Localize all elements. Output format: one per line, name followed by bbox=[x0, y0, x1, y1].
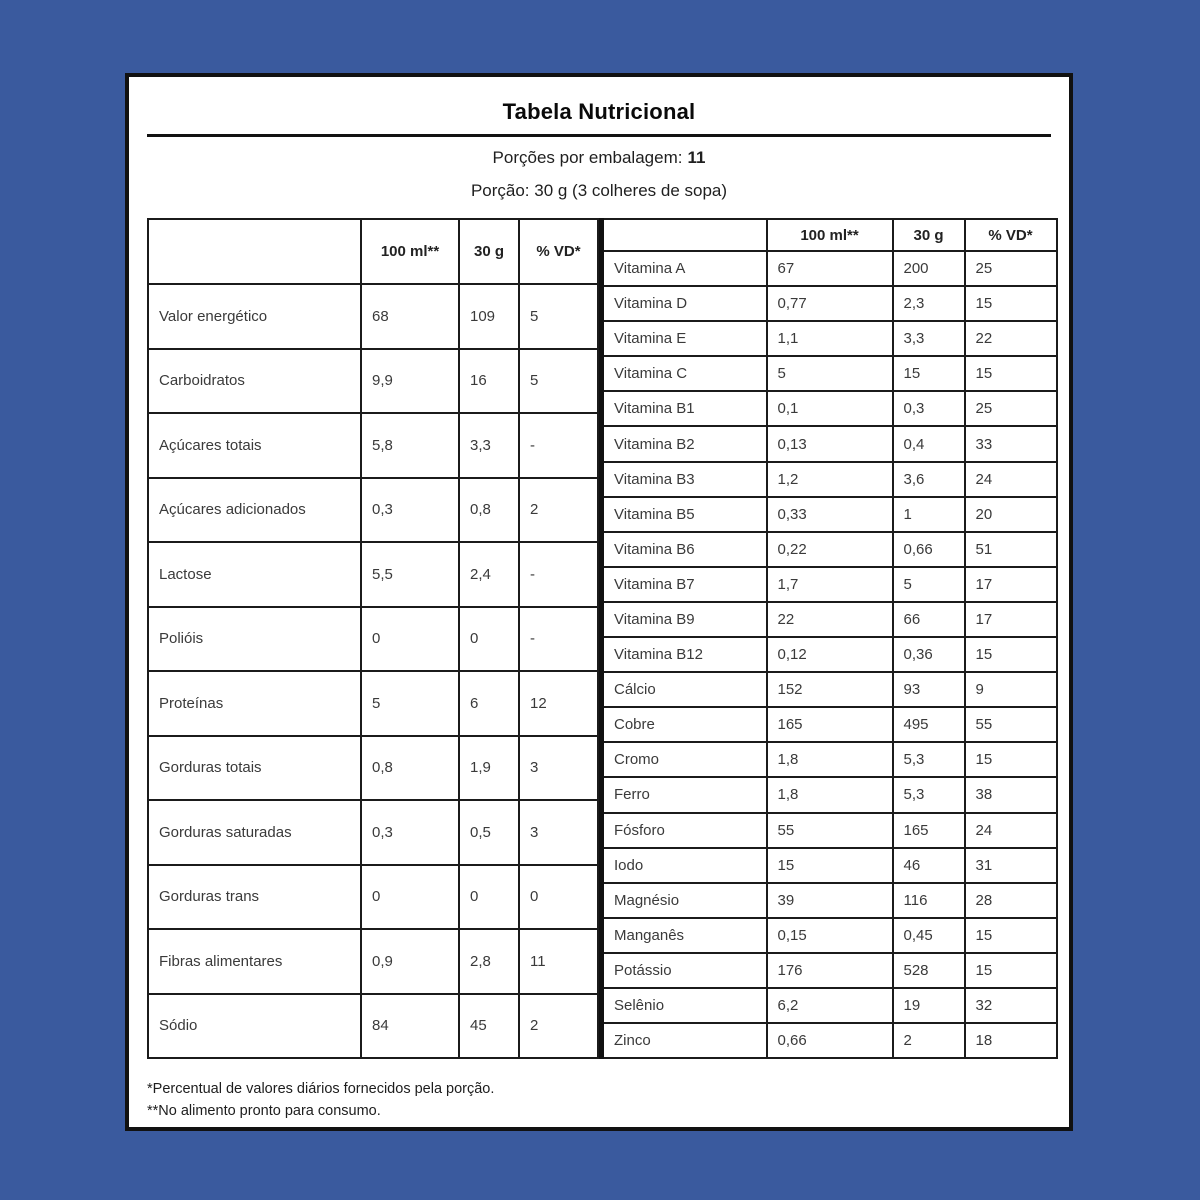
table-row bbox=[148, 607, 598, 672]
nutrient-value: 0,3 bbox=[361, 800, 459, 865]
nutrient-value: 3 bbox=[519, 800, 598, 865]
servings-label: Porções por embalagem: bbox=[492, 148, 683, 167]
nutrient-value: 0,3 bbox=[361, 478, 459, 543]
nutrient-value: 3,6 bbox=[893, 462, 965, 497]
nutrient-label: Vitamina B7 bbox=[602, 567, 767, 602]
nutrient-value: 2,8 bbox=[459, 929, 519, 994]
nutrient-value: 0,66 bbox=[767, 1023, 893, 1058]
nutrient-value: 31 bbox=[965, 848, 1057, 883]
table-row bbox=[602, 637, 1057, 672]
nutrient-value: 0,3 bbox=[893, 391, 965, 426]
nutrient-value: 46 bbox=[893, 848, 965, 883]
nutrient-value: - bbox=[519, 542, 598, 607]
nutrient-value: 5 bbox=[519, 349, 598, 414]
nutrient-label: Sódio bbox=[148, 994, 361, 1059]
nutrient-label: Carboidratos bbox=[148, 349, 361, 414]
nutrient-value: 0 bbox=[459, 865, 519, 930]
nutrient-value: 6 bbox=[459, 671, 519, 736]
nutrient-value: 0,13 bbox=[767, 426, 893, 461]
nutrient-value: 15 bbox=[965, 742, 1057, 777]
nutrient-value: 68 bbox=[361, 284, 459, 349]
nutrient-value: 16 bbox=[459, 349, 519, 414]
nutrient-value: 5,3 bbox=[893, 742, 965, 777]
nutrient-value: 5 bbox=[767, 356, 893, 391]
nutrient-label: Vitamina B12 bbox=[602, 637, 767, 672]
table-row bbox=[148, 994, 598, 1059]
nutrient-value: 165 bbox=[893, 813, 965, 848]
table-row bbox=[148, 542, 598, 607]
table-row bbox=[148, 349, 598, 414]
nutrient-label: Zinco bbox=[602, 1023, 767, 1058]
table-row bbox=[148, 413, 598, 478]
nutrient-value: - bbox=[519, 413, 598, 478]
nutrient-value: 0,45 bbox=[893, 918, 965, 953]
nutrient-value: 51 bbox=[965, 532, 1057, 567]
nutrient-value: 0,22 bbox=[767, 532, 893, 567]
nutrient-label: Vitamina B5 bbox=[602, 497, 767, 532]
nutrient-label: Açúcares totais bbox=[148, 413, 361, 478]
table-row bbox=[602, 532, 1057, 567]
title-divider bbox=[147, 134, 1051, 137]
table-row bbox=[602, 883, 1057, 918]
nutrient-value: 19 bbox=[893, 988, 965, 1023]
nutrient-value: 2 bbox=[893, 1023, 965, 1058]
nutrient-value: 116 bbox=[893, 883, 965, 918]
nutrient-label: Ferro bbox=[602, 777, 767, 812]
table-row bbox=[602, 321, 1057, 356]
nutrient-value: 55 bbox=[965, 707, 1057, 742]
nutrient-value: 28 bbox=[965, 883, 1057, 918]
nutrient-label: Vitamina B3 bbox=[602, 462, 767, 497]
column-header: 100 ml** bbox=[361, 219, 459, 284]
nutrient-value: 528 bbox=[893, 953, 965, 988]
table-row bbox=[602, 707, 1057, 742]
nutrition-facts-card bbox=[125, 73, 1073, 1131]
vitamins-minerals-table bbox=[599, 218, 1058, 1059]
nutrient-label: Vitamina D bbox=[602, 286, 767, 321]
table-row bbox=[602, 602, 1057, 637]
nutrient-label: Manganês bbox=[602, 918, 767, 953]
table-row bbox=[148, 478, 598, 543]
nutrient-value: 152 bbox=[767, 672, 893, 707]
nutrient-value: 22 bbox=[965, 321, 1057, 356]
nutrient-value: 0 bbox=[361, 607, 459, 672]
table-row bbox=[602, 356, 1057, 391]
nutrient-label: Vitamina B6 bbox=[602, 532, 767, 567]
table-row bbox=[148, 284, 598, 349]
empty-header-cell bbox=[602, 219, 767, 251]
nutrient-value: 2 bbox=[519, 994, 598, 1059]
nutrient-value: 1,2 bbox=[767, 462, 893, 497]
nutrient-label: Gorduras trans bbox=[148, 865, 361, 930]
table-row bbox=[602, 286, 1057, 321]
nutrient-value: 1,1 bbox=[767, 321, 893, 356]
footnote-daily-values: *Percentual de valores diários fornecidos pela porção. bbox=[147, 1081, 495, 1097]
nutrient-value: 0,8 bbox=[361, 736, 459, 801]
nutrient-label: Vitamina B2 bbox=[602, 426, 767, 461]
nutrient-label: Cromo bbox=[602, 742, 767, 777]
nutrient-value: 0,36 bbox=[893, 637, 965, 672]
table-row bbox=[148, 671, 598, 736]
nutrient-value: 11 bbox=[519, 929, 598, 994]
nutrient-value: 2,3 bbox=[893, 286, 965, 321]
nutrient-label: Potássio bbox=[602, 953, 767, 988]
table-row bbox=[148, 800, 598, 865]
nutrient-label: Selênio bbox=[602, 988, 767, 1023]
header-row bbox=[148, 219, 598, 284]
nutrient-value: 0,66 bbox=[893, 532, 965, 567]
nutrient-value: 0,8 bbox=[459, 478, 519, 543]
table-row bbox=[602, 672, 1057, 707]
nutrient-value: 165 bbox=[767, 707, 893, 742]
header-row bbox=[602, 219, 1057, 251]
nutrient-label: Vitamina C bbox=[602, 356, 767, 391]
servings-value: 11 bbox=[687, 148, 706, 167]
nutrient-value: 32 bbox=[965, 988, 1057, 1023]
nutrient-value: 15 bbox=[767, 848, 893, 883]
footnote-ready-to-eat: **No alimento pronto para consumo. bbox=[147, 1103, 381, 1119]
nutrient-value: 17 bbox=[965, 602, 1057, 637]
nutrient-value: 5 bbox=[361, 671, 459, 736]
nutrient-label: Cobre bbox=[602, 707, 767, 742]
table-row bbox=[602, 777, 1057, 812]
table-row bbox=[602, 426, 1057, 461]
table-row bbox=[148, 929, 598, 994]
nutrient-value: 2,4 bbox=[459, 542, 519, 607]
tables-container bbox=[147, 218, 1058, 1059]
nutrient-value: 0,1 bbox=[767, 391, 893, 426]
nutrient-value: 176 bbox=[767, 953, 893, 988]
nutrient-value: 1,9 bbox=[459, 736, 519, 801]
nutrient-value: 0 bbox=[519, 865, 598, 930]
nutrient-value: 12 bbox=[519, 671, 598, 736]
column-header: % VD* bbox=[519, 219, 598, 284]
nutrient-value: 17 bbox=[965, 567, 1057, 602]
table-row bbox=[602, 848, 1057, 883]
nutrient-label: Gorduras saturadas bbox=[148, 800, 361, 865]
nutrient-value: 20 bbox=[965, 497, 1057, 532]
nutrient-label: Vitamina B1 bbox=[602, 391, 767, 426]
nutrient-value: 33 bbox=[965, 426, 1057, 461]
table-row bbox=[148, 736, 598, 801]
nutrient-label: Açúcares adicionados bbox=[148, 478, 361, 543]
nutrient-value: 55 bbox=[767, 813, 893, 848]
nutrient-value: 495 bbox=[893, 707, 965, 742]
nutrient-value: 3 bbox=[519, 736, 598, 801]
table-row bbox=[602, 918, 1057, 953]
nutrient-value: 0,12 bbox=[767, 637, 893, 672]
table-row bbox=[148, 865, 598, 930]
nutrient-value: 0 bbox=[361, 865, 459, 930]
nutrient-value: 5 bbox=[519, 284, 598, 349]
nutrient-label: Fósforo bbox=[602, 813, 767, 848]
nutrient-label: Lactose bbox=[148, 542, 361, 607]
nutrient-label: Iodo bbox=[602, 848, 767, 883]
nutrient-value: 109 bbox=[459, 284, 519, 349]
table-row bbox=[602, 988, 1057, 1023]
nutrient-value: 0,15 bbox=[767, 918, 893, 953]
nutrient-value: 93 bbox=[893, 672, 965, 707]
macronutrients-table bbox=[147, 218, 599, 1059]
nutrient-label: Cálcio bbox=[602, 672, 767, 707]
nutrient-value: 0,4 bbox=[893, 426, 965, 461]
nutrient-value: 1 bbox=[893, 497, 965, 532]
nutrient-value: 5,5 bbox=[361, 542, 459, 607]
empty-header-cell bbox=[148, 219, 361, 284]
nutrient-value: 6,2 bbox=[767, 988, 893, 1023]
nutrient-label: Vitamina B9 bbox=[602, 602, 767, 637]
nutrient-value: 9,9 bbox=[361, 349, 459, 414]
nutrient-value: 1,7 bbox=[767, 567, 893, 602]
table-row bbox=[602, 567, 1057, 602]
column-header: 100 ml** bbox=[767, 219, 893, 251]
nutrient-value: 0,77 bbox=[767, 286, 893, 321]
nutrient-value: 0 bbox=[459, 607, 519, 672]
nutrient-value: 15 bbox=[965, 356, 1057, 391]
nutrient-value: 3,3 bbox=[459, 413, 519, 478]
nutrient-value: 0,9 bbox=[361, 929, 459, 994]
nutrient-label: Valor energético bbox=[148, 284, 361, 349]
nutrient-value: 3,3 bbox=[893, 321, 965, 356]
nutrient-value: 9 bbox=[965, 672, 1057, 707]
nutrient-value: 25 bbox=[965, 391, 1057, 426]
nutrient-value: 15 bbox=[965, 637, 1057, 672]
nutrient-value: 1,8 bbox=[767, 742, 893, 777]
nutrient-value: 25 bbox=[965, 251, 1057, 286]
nutrient-value: 67 bbox=[767, 251, 893, 286]
nutrient-label: Magnésio bbox=[602, 883, 767, 918]
nutrient-value: 24 bbox=[965, 813, 1057, 848]
table-row bbox=[602, 813, 1057, 848]
nutrient-value: 22 bbox=[767, 602, 893, 637]
nutrient-value: 66 bbox=[893, 602, 965, 637]
nutrient-label: Polióis bbox=[148, 607, 361, 672]
footnotes bbox=[147, 1078, 494, 1122]
column-header: 30 g bbox=[459, 219, 519, 284]
portion-line: Porção: 30 g (3 colheres de sopa) bbox=[470, 181, 728, 200]
nutrient-value: 2 bbox=[519, 478, 598, 543]
nutrient-value: 39 bbox=[767, 883, 893, 918]
table-row bbox=[602, 391, 1057, 426]
table-row bbox=[602, 497, 1057, 532]
nutrient-label: Proteínas bbox=[148, 671, 361, 736]
nutrient-value: 0,5 bbox=[459, 800, 519, 865]
table-row bbox=[602, 1023, 1057, 1058]
nutrient-value: 45 bbox=[459, 994, 519, 1059]
nutrient-value: 15 bbox=[965, 953, 1057, 988]
column-header: % VD* bbox=[965, 219, 1057, 251]
nutrient-value: 5,8 bbox=[361, 413, 459, 478]
table-row bbox=[602, 251, 1057, 286]
nutrient-label: Vitamina A bbox=[602, 251, 767, 286]
table-row bbox=[602, 462, 1057, 497]
nutrient-label: Fibras alimentares bbox=[148, 929, 361, 994]
nutrient-label: Vitamina E bbox=[602, 321, 767, 356]
nutrient-value: - bbox=[519, 607, 598, 672]
nutrient-label: Gorduras totais bbox=[148, 736, 361, 801]
nutrient-value: 5,3 bbox=[893, 777, 965, 812]
nutrient-value: 15 bbox=[965, 918, 1057, 953]
nutrient-value: 84 bbox=[361, 994, 459, 1059]
nutrient-value: 0,33 bbox=[767, 497, 893, 532]
page-title: Tabela Nutricional bbox=[502, 99, 696, 124]
nutrient-value: 1,8 bbox=[767, 777, 893, 812]
table-row bbox=[602, 953, 1057, 988]
servings-line bbox=[129, 146, 1069, 170]
nutrient-value: 15 bbox=[893, 356, 965, 391]
nutrient-value: 38 bbox=[965, 777, 1057, 812]
column-header: 30 g bbox=[893, 219, 965, 251]
nutrient-value: 15 bbox=[965, 286, 1057, 321]
nutrient-value: 5 bbox=[893, 567, 965, 602]
nutrient-value: 18 bbox=[965, 1023, 1057, 1058]
nutrient-value: 24 bbox=[965, 462, 1057, 497]
nutrient-value: 200 bbox=[893, 251, 965, 286]
table-row bbox=[602, 742, 1057, 777]
